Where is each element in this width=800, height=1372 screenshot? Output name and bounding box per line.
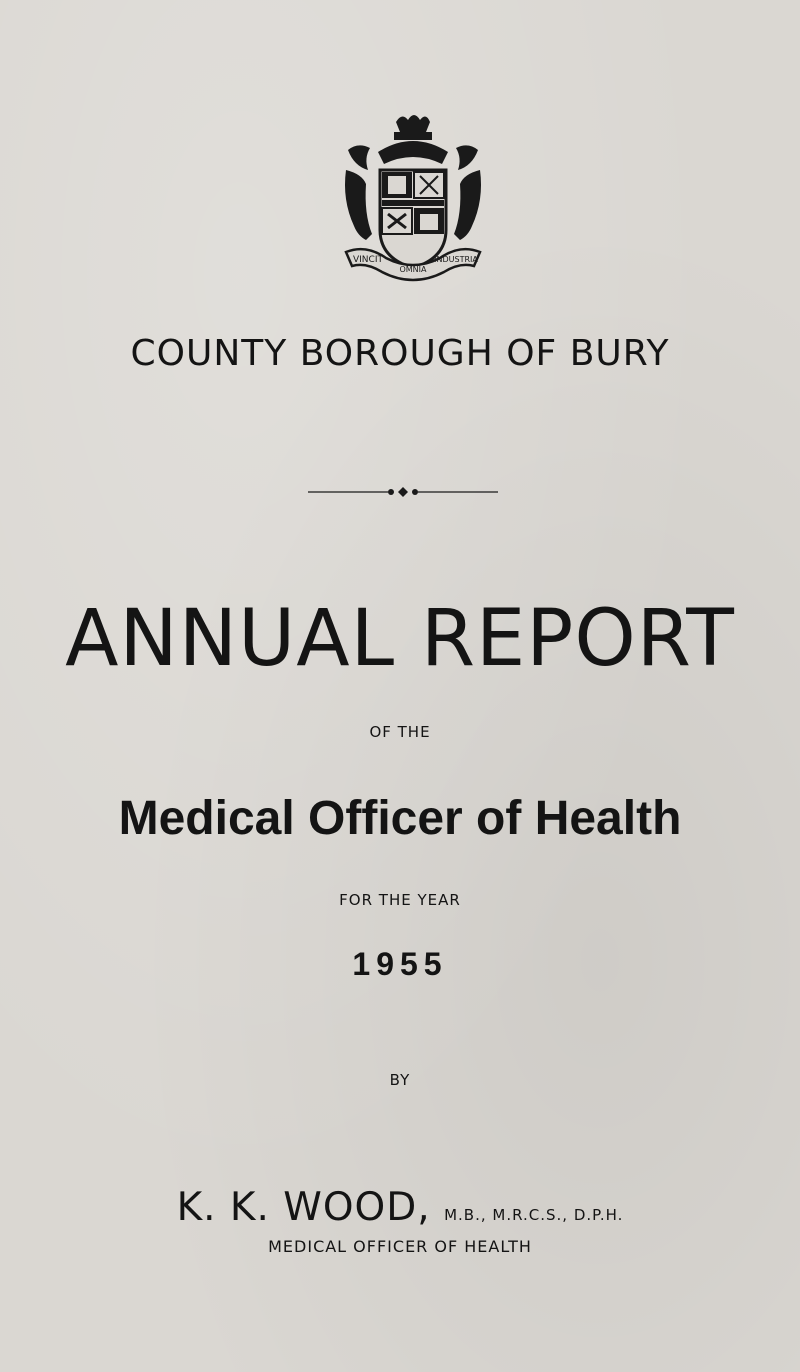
motto-center-text: OMNIA — [399, 265, 427, 274]
for-the-year-label: FOR THE YEAR — [339, 891, 461, 909]
author-line — [0, 1185, 800, 1230]
motto-right-text: INDUSTRIA — [434, 255, 478, 264]
motto-left-text: VINCIT — [353, 255, 383, 265]
report-title: ANNUAL REPORT — [65, 594, 735, 684]
by-label: BY — [389, 1071, 411, 1089]
divider-ornament — [308, 486, 498, 498]
borough-name: COUNTY BOROUGH OF BURY — [130, 333, 670, 374]
author-name: K. K. WOOD, — [176, 1185, 431, 1230]
report-subject: Medical Officer of Health — [118, 792, 682, 845]
author-qualifications: M.B., M.R.C.S., D.P.H. — [444, 1206, 624, 1224]
report-year: 1955 — [352, 946, 448, 982]
of-the-label: OF THE — [369, 723, 431, 741]
author-role: MEDICAL OFFICER OF HEALTH — [268, 1237, 532, 1256]
borough-coat-of-arms — [338, 110, 488, 290]
